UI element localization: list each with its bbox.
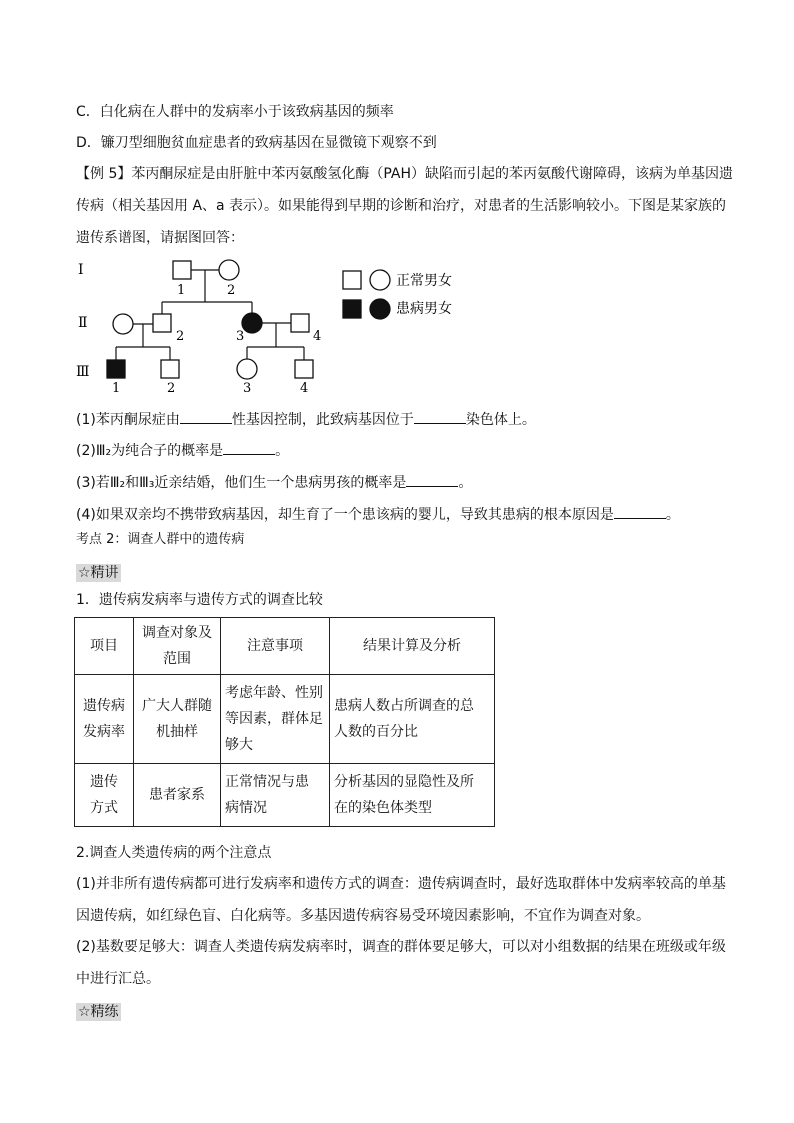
cell-text: 发病率 <box>83 724 125 740</box>
legend-affected-male-icon <box>343 300 361 318</box>
table-header-cell <box>134 618 221 675</box>
legend-affected-female-icon <box>370 299 390 319</box>
table-cell <box>221 764 330 827</box>
answer-blank-1a[interactable] <box>180 409 232 424</box>
jinglian-heading <box>76 1002 121 1022</box>
cell-text: 正常情况与患 <box>225 774 309 790</box>
gen3-num-2: 2 <box>167 381 176 392</box>
table-cell <box>330 675 495 764</box>
generation-label-3: Ⅲ <box>76 364 90 380</box>
cell-text: 广大人群随 <box>142 698 212 714</box>
question-4 <box>76 504 680 525</box>
question-1-part-b: 性基因控制，此致病基因位于 <box>231 412 414 428</box>
gen3-4-male-normal <box>295 360 313 378</box>
option-c: C．白化病在人群中的发病率小于该致病基因的频率 <box>76 104 394 120</box>
question-1 <box>76 409 536 430</box>
jinglian-label: ☆精练 <box>78 1004 119 1020</box>
table-header-cell <box>221 618 330 675</box>
table-header-cell <box>330 618 495 675</box>
question-4-part-a: (4)如果双亲均不携带致病基因，却生育了一个患该病的婴儿，导致其患病的根本原因是 <box>76 507 614 523</box>
generation-label-1: Ⅰ <box>78 262 84 278</box>
table-cell <box>75 764 134 827</box>
legend-affected-label: 患病男女 <box>396 301 452 317</box>
cell-text: 患者家系 <box>149 787 205 803</box>
note-1-line1: (1)并非所有遗传病都可进行发病率和遗传方式的调查：遗传病调查时，最好选取群体中发病率较高的单基 <box>76 876 726 892</box>
cell-text: 考虑年龄、性别 <box>225 685 323 701</box>
gen2-2-male-normal <box>153 314 171 332</box>
gen1-num-2: 2 <box>227 283 236 298</box>
question-2 <box>76 440 289 461</box>
note-1-line2: 因遗传病，如红绿色盲、白化病等。多基因遗传病容易受环境因素影响，不宜作为调查对象。 <box>76 908 650 924</box>
question-3-part-a: (3)若Ⅲ₂和Ⅲ₃近亲结婚，他们生一个患病男孩的概率是 <box>76 475 407 491</box>
kaodian-title: 考点 2：调查人群中的遗传病 <box>76 532 245 547</box>
table-cell <box>134 764 221 827</box>
example-5-line3: 遗传系谱图，请据图回答： <box>76 230 244 246</box>
cell-text: 在的染色体类型 <box>334 800 432 816</box>
header-text: 范围 <box>163 651 191 667</box>
gen3-num-1: 1 <box>112 381 121 392</box>
answer-blank-3[interactable] <box>406 472 458 487</box>
example-5-line2: 传病（相关基因用 A、a 表示）。如果能得到早期的诊断和治疗，对患者的生活影响较小。下图是某家族的 <box>76 198 727 214</box>
answer-blank-1b[interactable] <box>414 409 466 424</box>
question-1-part-c: 染色体上。 <box>465 412 536 428</box>
gen3-1-male-affected <box>107 360 125 378</box>
cell-text: 分析基因的显隐性及所 <box>334 774 474 790</box>
question-4-part-b: 。 <box>665 507 680 523</box>
note-2-line2: 中进行汇总。 <box>76 971 160 987</box>
header-text: 注意事项 <box>247 638 303 654</box>
header-text: 结果计算及分析 <box>363 638 461 654</box>
example-5-line1: 【例 5】苯丙酮尿症是由肝脏中苯丙氨酸氢化酶（PAH）缺陷而引起的苯丙氨酸代谢障碍，该病为单基因遗 <box>76 166 734 182</box>
question-2-part-b: 。 <box>275 443 290 459</box>
cell-text: 够大 <box>225 737 253 753</box>
table-header-row <box>75 618 495 675</box>
question-2-part-a: (2)Ⅲ₂为纯合子的概率是 <box>76 443 224 459</box>
header-text: 调查对象及 <box>142 625 212 641</box>
gen2-1-female-normal <box>113 314 133 334</box>
gen3-2-male-normal <box>161 360 179 378</box>
answer-blank-2[interactable] <box>223 440 275 455</box>
cell-text: 遗传 <box>90 774 118 790</box>
notes-title: 2.调查人类遗传病的两个注意点 <box>76 845 272 861</box>
table-header-cell <box>75 618 134 675</box>
gen3-3-female-normal <box>237 359 257 379</box>
comparison-table <box>74 617 495 827</box>
jingjiang-label: ☆精讲 <box>78 565 119 581</box>
note-2-line1: (2)基数要足够大：调查人类遗传病发病率时，调查的群体要足够大，可以对小组数据的结果在班级或年级 <box>76 939 726 955</box>
jingjiang-heading <box>76 563 121 583</box>
gen3-num-4: 4 <box>300 381 309 392</box>
table-row <box>75 764 495 827</box>
header-text: 项目 <box>90 638 118 654</box>
gen2-num-4: 4 <box>313 329 322 344</box>
cell-text: 方式 <box>90 800 118 816</box>
gen2-3-female-affected <box>242 313 262 333</box>
pedigree-chart <box>72 252 472 392</box>
question-3-part-b: 。 <box>458 475 473 491</box>
legend-normal-female-icon <box>370 270 390 290</box>
answer-blank-4[interactable] <box>614 504 666 519</box>
gen1-female-normal <box>219 260 239 280</box>
gen1-male-normal <box>173 261 191 279</box>
legend-normal-label: 正常男女 <box>396 273 452 289</box>
table-cell <box>221 675 330 764</box>
cell-text: 遗传病 <box>83 698 125 714</box>
option-d: D．镰刀型细胞贫血症患者的致病基因在显微镜下观察不到 <box>76 135 437 151</box>
cell-text: 人数的百分比 <box>334 724 418 740</box>
legend-normal-male-icon <box>343 271 361 289</box>
gen1-num-1: 1 <box>177 283 186 298</box>
cell-text: 病情况 <box>225 800 267 816</box>
question-3 <box>76 472 472 493</box>
table-cell <box>134 675 221 764</box>
question-1-part-a: (1)苯丙酮尿症由 <box>76 412 180 428</box>
table-cell <box>75 675 134 764</box>
cell-text: 患病人数占所调查的总 <box>334 698 474 714</box>
gen3-num-3: 3 <box>243 381 252 392</box>
generation-label-2: Ⅱ <box>78 315 88 331</box>
cell-text: 等因素，群体足 <box>225 711 323 727</box>
gen2-num-3: 3 <box>236 329 245 344</box>
item-1-title: 1．遗传病发病率与遗传方式的调查比较 <box>76 592 323 608</box>
gen2-4-male-normal <box>291 314 309 332</box>
table-cell <box>330 764 495 827</box>
gen2-num-2: 2 <box>176 329 185 344</box>
cell-text: 机抽样 <box>156 724 198 740</box>
table-row <box>75 675 495 764</box>
